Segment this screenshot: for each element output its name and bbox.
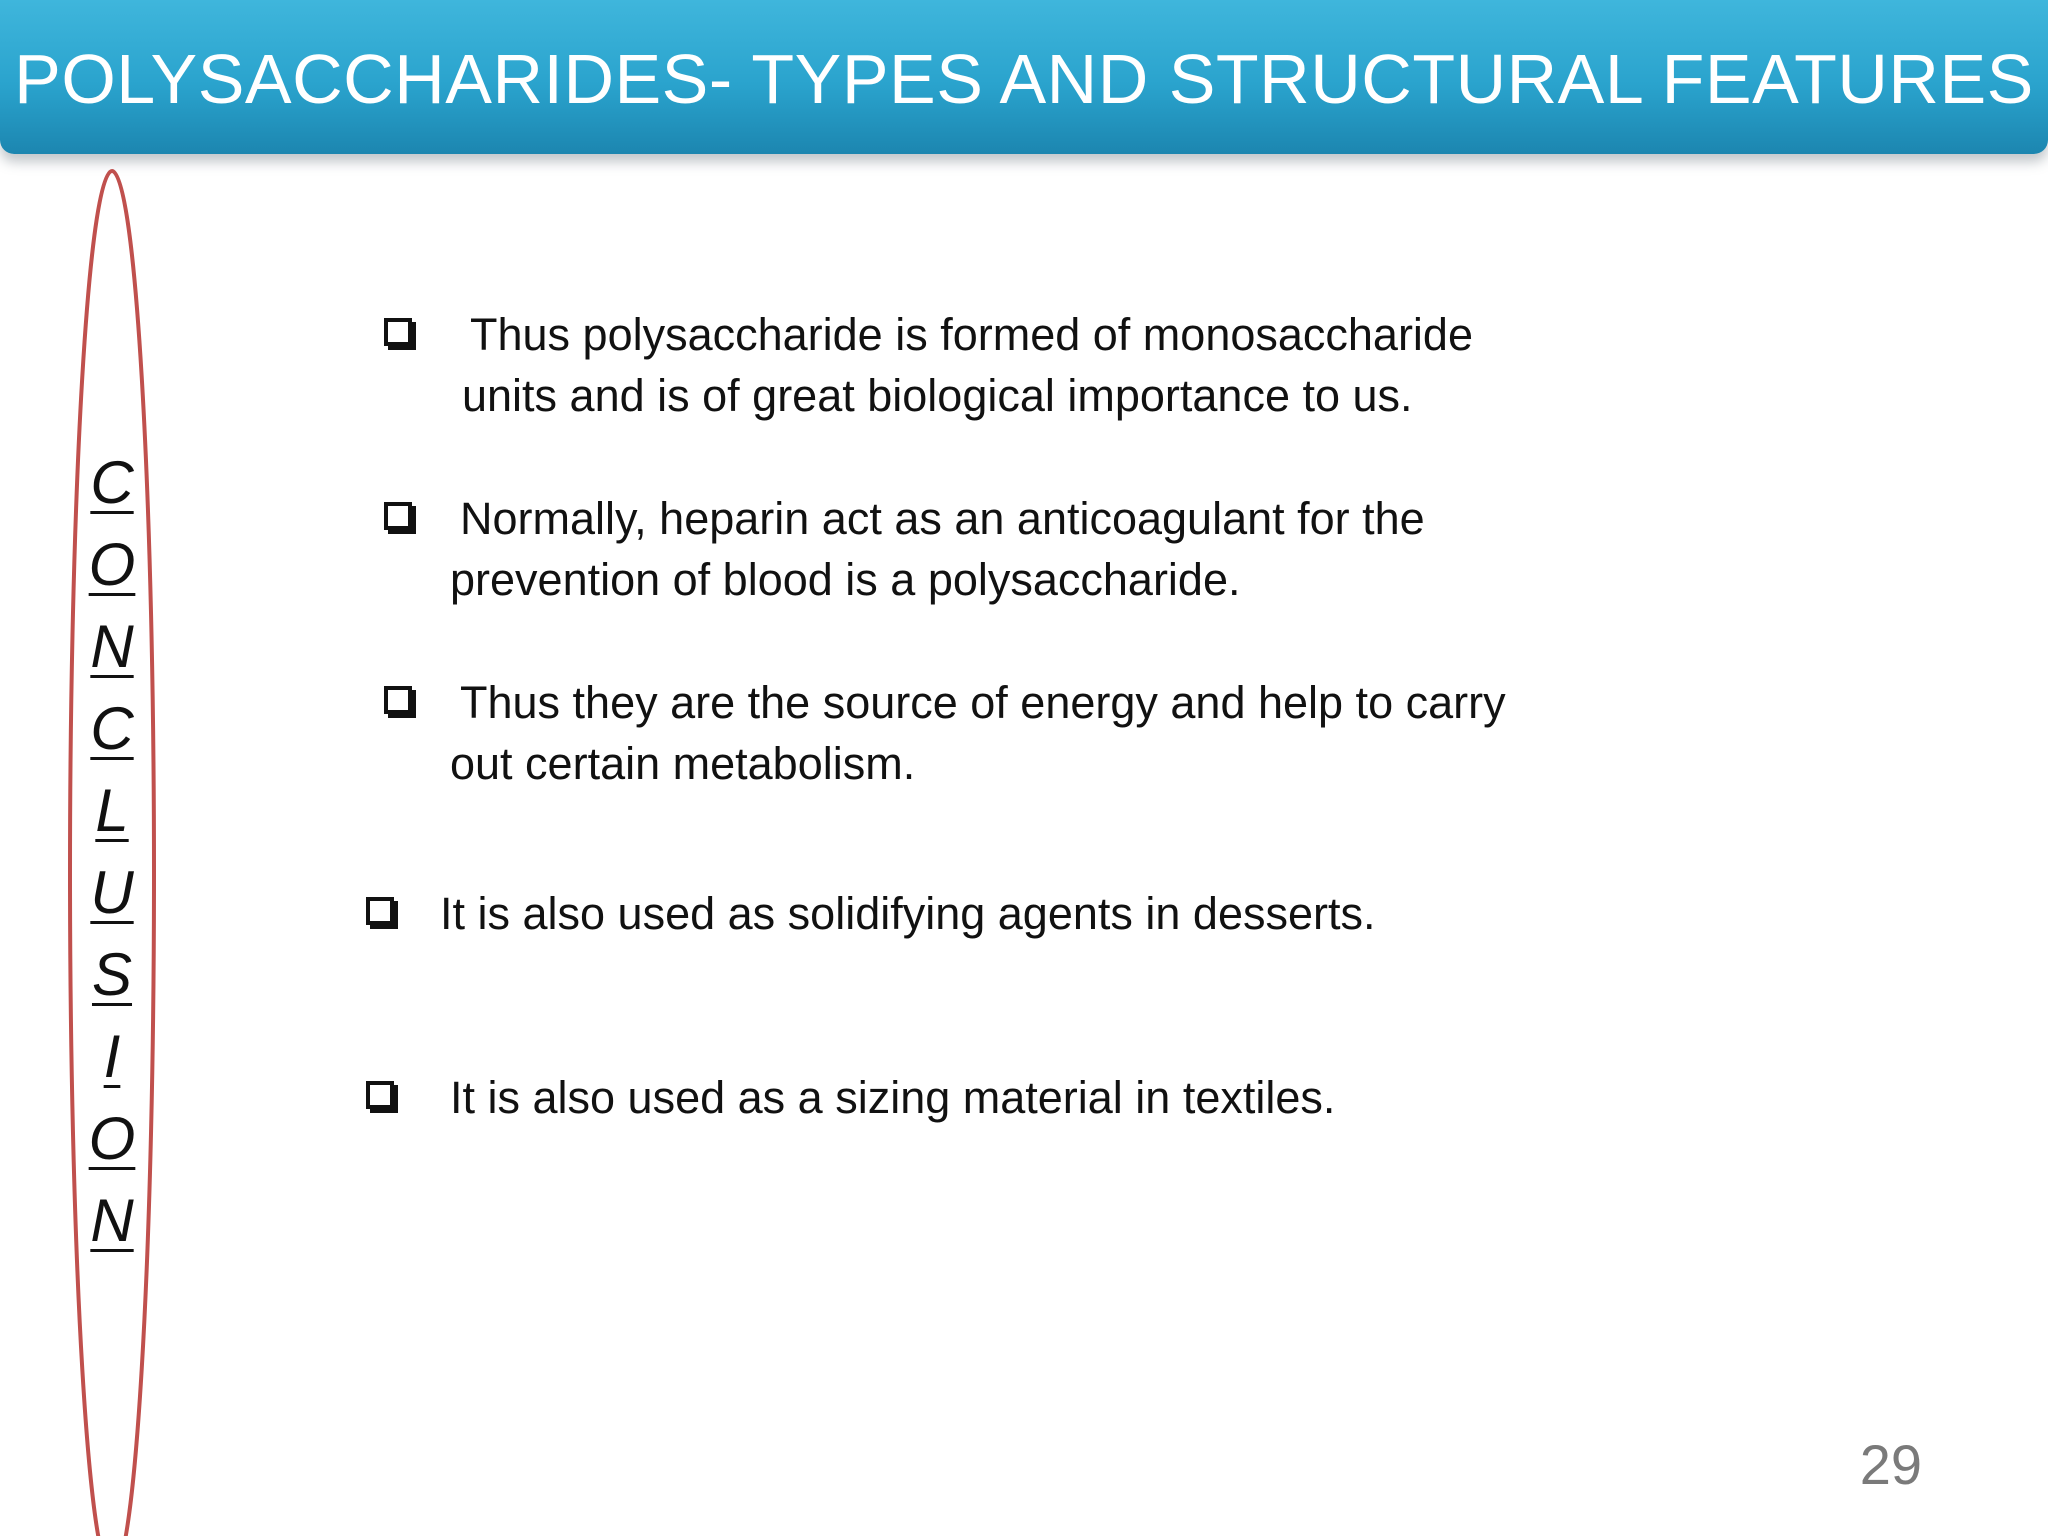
heading-letter: U [90,859,134,926]
heading-letter: O [88,531,136,598]
page-number: 29 [1859,1433,1922,1496]
bullet-text-line: Thus they are the source of energy and help to carry [460,677,1506,728]
checkbox-bullet-icon [384,502,412,530]
checkbox-bullet-icon [384,318,412,346]
bullet-text-line: out certain metabolism. [450,738,916,789]
bullet-text-line: Normally, heparin act as an anticoagulant for the [460,493,1425,544]
heading-letter: L [95,777,129,844]
heading-letter: N [90,1187,134,1254]
bullet-text-line: It is also used as solidifying agents in desserts. [440,888,1376,939]
heading-letter: C [90,449,134,516]
heading-letter: S [91,941,133,1008]
checkbox-bullet-icon [366,1081,394,1109]
heading-letter: I [103,1023,121,1090]
checkbox-bullet-icon [384,686,412,714]
slide-title: POLYSACCHARIDES- TYPES AND STRUCTURAL FEATURES [14,40,2034,118]
bullet-text-line: prevention of blood is a polysaccharide. [450,554,1241,605]
heading-letter: C [90,695,134,762]
bullet-text-line: units and is of great biological importance to us. [462,370,1413,421]
checkbox-bullet-icon [366,897,394,925]
bullet-text-line: It is also used as a sizing material in textiles. [450,1072,1336,1123]
conclusion-vertical-heading [70,448,154,1268]
heading-letter: O [88,1105,136,1172]
heading-letter: N [90,613,134,680]
bullet-text-line: Thus polysaccharide is formed of monosaccharide [470,309,1473,360]
